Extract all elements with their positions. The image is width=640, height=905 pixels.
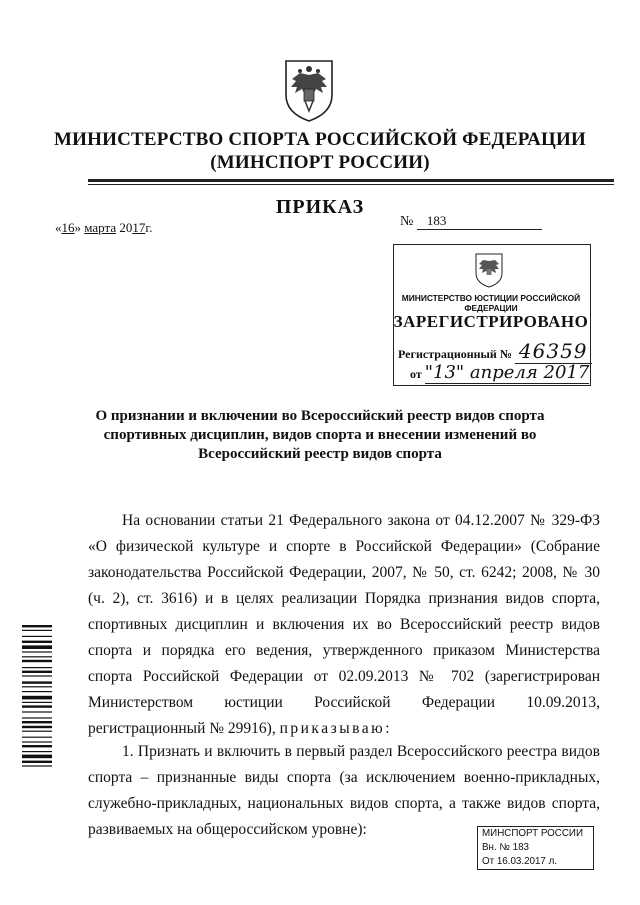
- reg-number-value: 46359: [515, 339, 592, 364]
- date-close-quote: »: [74, 220, 81, 235]
- order-subject: [0, 407, 640, 464]
- incoming-line-1: МИНСПОРТ РОССИИ: [482, 828, 583, 839]
- paragraph-1-text: На основании статьи 21 Федерального закона от 04.12.2007 № 329-ФЗ «О физической культуре и спорте в Российской Федерации» (Собрание законодательства Российской Федерации, 2007, № 50, ст. 6242; 2008, № 30 (ч. 2), ст. 3616) и в целях реализации Порядка признания видов спорта, спортивных дисциплин и включения их во Всероссийский реестр видов спорта и порядка его ведения, утвержденного приказом Министерства спорта Российской Федерации от 02.09.2013 № 702 (зарегистрирован Министерством юстиции Российской Федерации 10.09.2013, регистрационный № 29916),: [88, 512, 600, 737]
- stamp-coat-of-arms-icon: [472, 251, 506, 289]
- number-value: 183: [417, 213, 542, 230]
- subject-line-2: спортивных дисциплин, видов спорта и внесении изменений во: [103, 427, 537, 443]
- stamp-date: [410, 362, 589, 383]
- body-paragraph-2: 1. Признать и включить в первый раздел Всероссийского реестра видов спорта – признанные виды спорта (за исключением военно-прикладных, служебно-прикладных, национальных видов спорта, а также видов спорта, развиваемых на общероссийском уровне):: [88, 743, 600, 838]
- date-year-label: г.: [145, 220, 153, 235]
- number-label: №: [400, 214, 414, 229]
- date-open-quote: «: [55, 220, 62, 235]
- incoming-registration-box: [477, 826, 594, 870]
- date-day: 16: [61, 220, 75, 235]
- date-month: марта: [84, 220, 117, 235]
- barcode-icon: [22, 625, 52, 825]
- stamp-date-value: "13" апреля 2017: [424, 362, 590, 383]
- header-rule-thick: [88, 179, 614, 182]
- reg-number-label: Регистрационный №: [398, 347, 512, 361]
- stamp-organization: МИНИСТЕРСТВО ЮСТИЦИИ РОССИЙСКОЙ ФЕДЕРАЦИИ: [401, 293, 581, 313]
- stamp-date-label: от: [410, 367, 422, 381]
- date-year-prefix: 20: [119, 220, 133, 235]
- order-number: [400, 213, 542, 230]
- ministry-short-name: (МИНСПОРТ РОССИИ): [210, 152, 430, 173]
- order-date: [55, 220, 152, 236]
- body-paragraph-1: [88, 508, 600, 742]
- stamp-status: ЗАРЕГИСТРИРОВАНО: [393, 312, 589, 331]
- subject-line-1: О признании и включении во Всероссийский реестр видов спорта: [95, 408, 545, 424]
- header-rule-thin: [88, 184, 614, 185]
- order-word: приказываю:: [279, 720, 393, 737]
- subject-line-3: Всероссийский реестр видов спорта: [198, 446, 442, 462]
- ministry-name: МИНИСТЕРСТВО СПОРТА РОССИЙСКОЙ ФЕДЕРАЦИИ: [54, 129, 586, 150]
- date-year-suffix: 17: [132, 220, 146, 235]
- order-title: ПРИКАЗ: [275, 196, 365, 218]
- incoming-line-3: От 16.03.2017 л.: [482, 856, 558, 867]
- coat-of-arms-icon: [278, 55, 340, 125]
- stamp-reg-number: [398, 339, 592, 363]
- incoming-line-2: Вн. № 183: [482, 842, 529, 853]
